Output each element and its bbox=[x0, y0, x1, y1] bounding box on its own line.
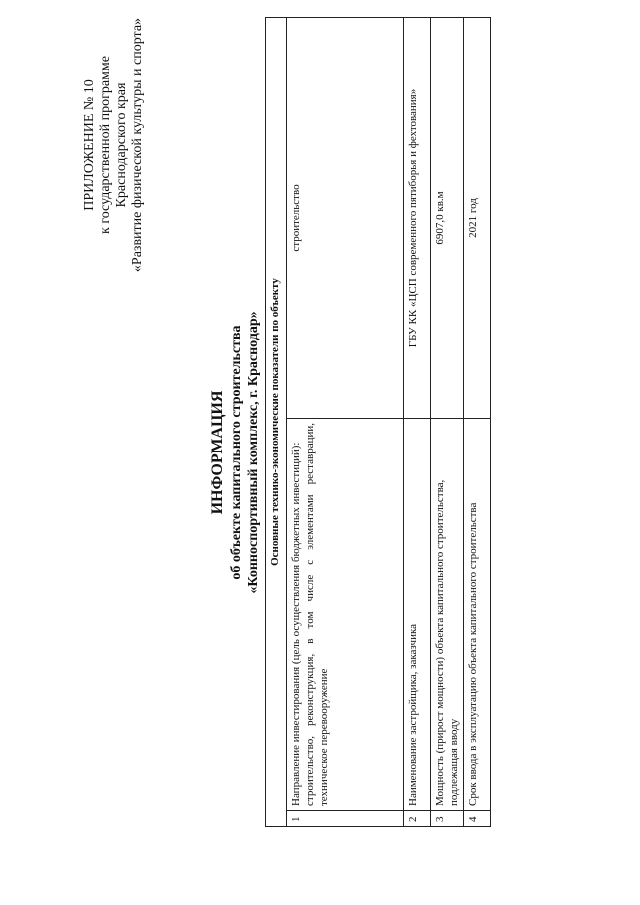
indicators-table bbox=[265, 17, 491, 827]
row-number: 4 bbox=[464, 811, 491, 827]
appendix-line: к государственной программе bbox=[98, 56, 113, 234]
row-label bbox=[287, 419, 404, 811]
row-label: Срок ввода в эксплуатацию объекта капитального строительства bbox=[464, 419, 491, 811]
indicators-table-area bbox=[265, 17, 595, 827]
row-number: 2 bbox=[404, 811, 431, 827]
title-block bbox=[208, 0, 262, 905]
document-title: ИНФОРМАЦИЯ bbox=[209, 390, 226, 515]
row-value: строительство bbox=[287, 18, 404, 419]
appendix-line: ПРИЛОЖЕНИЕ № 10 bbox=[82, 79, 97, 211]
object-name: «Конноспортивный комплекс, г. Краснодар» bbox=[246, 311, 261, 594]
row-label-text: строительство, реконструкция, в том числе с элементами реставрации, техническое перевооружение bbox=[304, 423, 330, 806]
table-header: Основные технико-экономические показатели по объекту bbox=[266, 18, 287, 827]
row-number: 1 bbox=[287, 811, 404, 827]
table-row bbox=[431, 18, 464, 827]
table-row bbox=[464, 18, 491, 827]
row-label: Мощность (прирост мощности) объекта капитального строительства, подлежащая вводу bbox=[431, 419, 464, 811]
table-row bbox=[287, 18, 404, 827]
row-number: 3 bbox=[431, 811, 464, 827]
row-value: ГБУ КК «ЦСП современного пятиборья и фехтования» bbox=[404, 18, 431, 419]
row-value: 2021 год bbox=[464, 18, 491, 419]
document-subtitle: об объекте капитального строительства bbox=[229, 325, 244, 580]
row-value: 6907,0 кв.м bbox=[431, 18, 464, 419]
appendix-line: Краснодарского края bbox=[114, 82, 129, 208]
table-row bbox=[404, 18, 431, 827]
appendix-line: «Развитие физической культуры и спорта» bbox=[130, 17, 145, 273]
row-label-text: Направление инвестирования (цель осуществления бюджетных инвестиций): bbox=[290, 442, 302, 806]
appendix-block bbox=[82, 15, 146, 275]
row-label: Наименование застройщика, заказчика bbox=[404, 419, 431, 811]
